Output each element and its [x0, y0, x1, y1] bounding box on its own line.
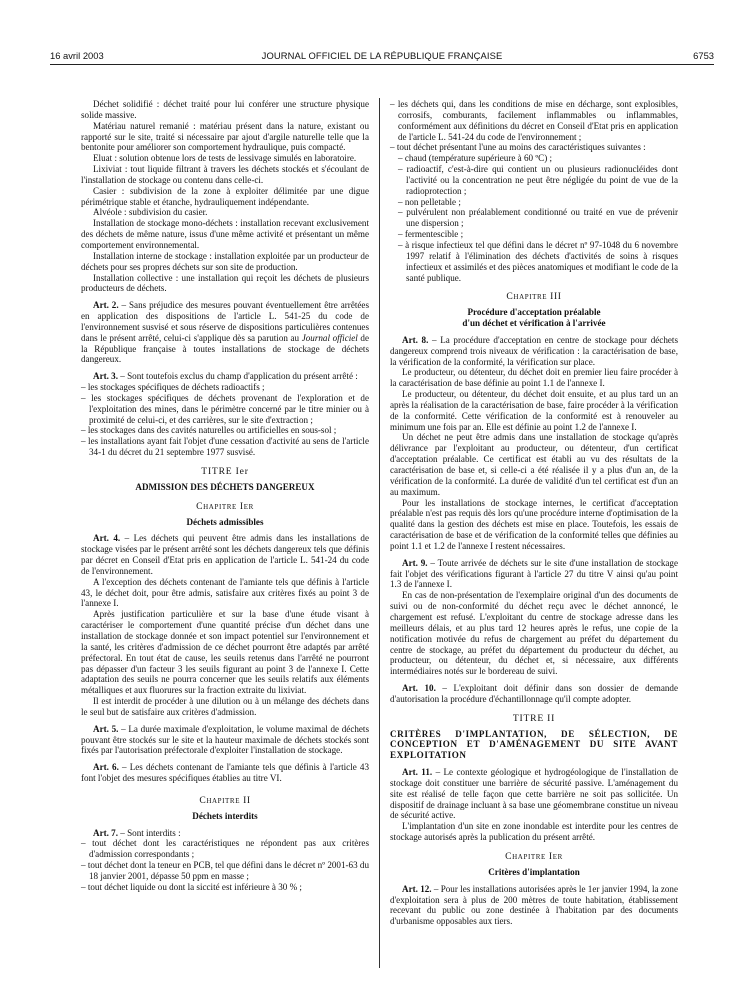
list-subitem: – pulvérulent non préalablement conditionné ou traité en vue de prévenir une dispersion ; — [398, 207, 678, 229]
article-4-text: – Les déchets qui peuvent être admis dans les installations de stockage visées par le présent arrêté sont les déchets dangereux tels que définis par décret en Conseil d'Etat pris en application de l'article L. 541-24 du code de l'environnement. — [81, 533, 370, 576]
titre-1-heading: TITRE Ier — [201, 466, 249, 477]
def-installation-collective: Installation collective : une installation qui reçoit les déchets de plusieurs producteurs de déchets. — [81, 272, 369, 294]
list-subitem: – non pelletable ; — [398, 196, 461, 207]
chapitre-1-name: Déchets admissibles — [186, 516, 264, 527]
article-3 — [81, 371, 369, 382]
list-subitem: – chaud (température supérieure à 60 ºC) ; — [398, 153, 553, 164]
chapitre-2-name: Déchets interdits — [192, 810, 258, 821]
def-lixiviat: Lixiviat : tout liquide filtrant à travers les déchets stockés et s'écoulant de l'installation de stockage ou contenu dans celle-ci. — [81, 164, 369, 185]
article-11-label: Art. 11. — [402, 767, 433, 778]
article-3-label: Art. 3. — [93, 371, 118, 382]
article-8-label: Art. 8. — [402, 334, 429, 345]
article-9 — [390, 558, 678, 591]
article-10-text: – L'exploitant doit définir dans son dossier de demande d'autorisation la procédure d'échantillonnage qu'il compte adopter. — [390, 683, 678, 704]
article-8-para-2: Le producteur, ou détenteur, du déchet doit en premier lieu faire procéder à la caractérisation de base définie au point 1.1 de l'annexe I. — [390, 367, 678, 389]
article-7-text: – Sont interdits : — [118, 827, 181, 838]
chapitre-1-heading: Chapitre Ier — [196, 500, 254, 512]
def-dechet-solidifie: Déchet solidifié : déchet traité pour lui conférer une structure physique solide massive. — [81, 99, 369, 120]
article-12-text: – Pour les installations autorisées après le 1er janvier 1994, la zone d'exploitation sera à plus de 200 mètres de toute habitation, établissement recevant du public ou zone destinée à l'habitation par des documents d'urbanisme opposables aux tiers. — [390, 883, 678, 927]
article-6-text: – Les déchets contenant de l'amiante tels que définis à l'article 43 font l'objet des mesures spécifiques établies au titre VI. — [81, 762, 369, 784]
list-item: – tout déchet dont les caractéristiques ne répondent pas aux critères d'admission correspondants ; — [81, 838, 369, 860]
article-2 — [81, 300, 369, 365]
article-6-label: Art. 6. — [93, 762, 119, 773]
titre-2-heading: TITRE II — [512, 712, 556, 724]
article-8-para-5: Pour les installations de stockage internes, le certificat d'acceptation préalable n'est pas requis dès lors qu'une procédure interne d'optimisation de la qualité dans la gestion des déchets est mise en place. Toutefois, les essais de caractérisation de base et de vérification de la conformité telles que définies au point 1.1 et 1.2 de l'annexe I restent nécessaires. — [390, 497, 678, 551]
article-2-label: Art. 2. — [93, 300, 119, 311]
chapitre-3-name-line-1: Procédure d'acceptation préalable — [467, 307, 601, 318]
list-subitem: – fermentescible ; — [398, 229, 464, 240]
chapitre-3-heading: Chapitre III — [506, 291, 562, 303]
article-6 — [81, 762, 369, 784]
def-installation-interne: Installation interne de stockage : installation exploitée par un producteur de déchets pour ses propres déchets sur son site de production. — [81, 250, 369, 272]
article-4-para-2: A l'exception des déchets contenant de l'amiante tels que définis à l'article 43, le déchet doit, pour être admis, satisfaire aux critères fixés au point 3 de l'annexe I. — [81, 576, 369, 609]
chapitre-3-name-line-2: d'un déchet et vérification à l'arrivée — [462, 318, 606, 329]
def-alveole: Alvéole : subdivision du casier. — [93, 207, 208, 218]
list-item: – les déchets qui, dans les conditions de mise en décharge, sont explosibles, corrosifs, comburants, facilement inflammables ou inflammables, conformément aux définitions du décret en Conseil d'Etat pris en application de l'article L. 541-24 du code de l'environnement ; — [390, 99, 678, 142]
list-item: – les stockages spécifiques de déchets provenant de l'exploration et de l'exploitation des mines, dans le périmètre concerné par le titre minier ou à proximité de celui-ci, et des carrières, sur le site d'extraction ; — [81, 392, 369, 425]
right-column — [390, 99, 678, 927]
article-9-text: – Toute arrivée de déchets sur le site d'une installation de stockage fait l'objet des vérifications figurant à l'article 27 du titre V ainsi qu'au point 1.3 de l'annexe I. — [390, 557, 678, 590]
list-item: – tout déchet dont la teneur en PCB, tel que défini dans le décret nº 2001-63 du 18 janvier 2001, dépasse 50 ppm en masse ; — [81, 860, 369, 881]
article-11 — [390, 767, 678, 821]
article-11-text: – Le contexte géologique et hydrogéologique de l'installation de stockage doit constituer une barrière de sécurité passive. L'aménagement du site est réalisé de telle façon que cette barrière ne soit pas sollicitée. Un dispositif de drainage incluant à sa base une géomembrane constitue un niveau de sécurité active. — [390, 767, 678, 821]
header-journal-title: JOURNAL OFFICIEL DE LA RÉPUBLIQUE FRANÇAISE — [261, 50, 503, 61]
page-header — [50, 50, 714, 64]
def-eluat: Eluat : solution obtenue lors de tests de lessivage simulés en laboratoire. — [93, 153, 357, 164]
article-2-text-a: – Sans préjudice des mesures pouvant éventuellement être arrêtées en application des dispositions de l'article L. 541-25 du code de l'environnement susvisé et sous réserve de dispositions particulières contenues dans le présent arrêté, celui-ci s'applique dès sa parution au — [81, 300, 370, 343]
article-5-text: – La durée maximale d'exploitation, le volume maximal de déchets pouvant être stockés sur le site et la hauteur maximale de déchets stockés sont fixés par l'autorisation préfectorale d'exploiter l'installation de stockage. — [81, 723, 370, 756]
article-7-label: Art. 7. — [93, 827, 118, 838]
article-9-para-2: En cas de non-présentation de l'exemplaire original d'un des documents de suivi ou de non-conformité du déchet reçu avec le déchet annoncé, le chargement est refusé. L'exploitant du centre de stockage adresse dans les meilleurs délais, et au plus tard 12 heures après le refus, une copie de la notification motivée du refus de chargement au préfet du département du centre de stockage, au préfet du département du producteur du déchet, au producteur, ou détenteur, du déchet et, si nécessaire, aux différents intermédiaires notés sur le bordereau de suivi. — [390, 590, 678, 677]
list-subitem: – à risque infectieux tel que défini dans le décret nº 97-1048 du 6 novembre 1997 relatif à l'élimination des déchets d'activités de soins à risques infectieux et assimilés et des pièces anatomiques et modifiant le code de la santé publique. — [398, 239, 678, 283]
titre-2-name: CRITÈRES D'IMPLANTATION, DE SÉLECTION, DE CONCEPTION ET D'AMÉNAGEMENT DU SITE AVANT EXPLOITATION — [390, 728, 678, 761]
article-5 — [81, 724, 369, 757]
chapitre-1b-heading: Chapitre Ier — [505, 851, 563, 862]
list-subitem: – radioactif, c'est-à-dire qui contient un ou plusieurs radionucléides dont l'activité ou la concentration ne peut être négligée du point de vue de la radioprotection ; — [398, 164, 678, 196]
article-3-text: – Sont toutefois exclus du champ d'application du présent arrêté : — [118, 371, 358, 382]
list-item: – tout déchet liquide ou dont la siccité est inférieure à 30 % ; — [81, 881, 302, 892]
article-7 — [81, 828, 369, 839]
article-10 — [390, 683, 678, 705]
article-11-para-2: L'implantation d'un site en zone inondable est interdite pour les centres de stockage autorisés après la publication du présent arrêté. — [390, 821, 678, 843]
article-8-para-3: Le producteur, ou détenteur, du déchet doit ensuite, et au plus tard un an après la réalisation de la caractérisation de base, faire procéder à la vérification de la conformité. Cette vérification de la conformité est à renouveler au minimum une fois par an. Elle est définie au point 1.2 de l'annexe I. — [390, 389, 678, 432]
article-12-label: Art. 12. — [402, 883, 432, 894]
article-8-text: – La procédure d'acceptation en centre de stockage pour déchets dangereux comprend trois niveaux de vérification : la caractérisation de base, la vérification de la conformité, la vérification sur place. — [390, 334, 678, 367]
header-date: 16 avril 2003 — [50, 50, 104, 61]
article-9-label: Art. 9. — [402, 557, 428, 568]
titre-1-name: ADMISSION DES DÉCHETS DANGEREUX — [135, 481, 315, 492]
list-item: – les stockages spécifiques de déchets radioactifs ; — [81, 382, 265, 393]
def-mono-dechets: Installation de stockage mono-déchets : installation recevant exclusivement des déchets de même nature, issus d'une même activité et présentant un même comportement environnemental. — [81, 218, 369, 250]
def-casier: Casier : subdivision de la zone à exploiter délimitée par une digue périmétrique stable et étanche, hydrauliquement indépendante. — [81, 185, 369, 207]
chapitre-2-heading: Chapitre II — [199, 794, 251, 806]
article-8-para-4: Un déchet ne peut être admis dans une installation de stockage qu'après délivrance par l'exploitant au producteur, ou détenteur, d'un certificat d'acceptation préalable. Ce certificat est établi au vu des résultats de la caractérisation de base et, si celle-ci a été réalisée il y a plus d'un an, de la vérification de la conformité. La durée de validité d'un tel certificat est d'un an au maximum. — [390, 432, 678, 497]
article-4-label: Art. 4. — [93, 533, 121, 544]
article-2-text-b: de la République française à toutes installations de stockage de déchets dangereux. — [81, 332, 369, 365]
header-page-number: 6753 — [693, 50, 714, 61]
article-8 — [390, 335, 678, 368]
list-item: – les stockages dans des cavités naturelles ou artificielles en sous-sol ; — [81, 425, 337, 436]
journal-officiel-ref: Journal officiel — [301, 332, 358, 343]
article-10-label: Art. 10. — [402, 683, 436, 694]
article-12 — [390, 884, 678, 927]
chapitre-1b-name: Critères d'implantation — [488, 866, 580, 877]
list-item: – les installations ayant fait l'objet d'une cessation d'activité au sens de l'article 34-1 du décret du 21 septembre 1977 susvisé. — [81, 436, 369, 458]
article-4-para-4: Il est interdit de procéder à une dilution ou à un mélange des déchets dans le seul but de satisfaire aux critères d'admission. — [81, 696, 369, 717]
def-materiau-naturel: Matériau naturel remanié : matériau présent dans la nature, existant ou rapporté sur le site, traité si nécessaire par ajout d'argile naturelle telle que la bentonite pour améliorer son comportement hydraulique, puis compacté. — [81, 120, 369, 153]
column-divider — [379, 98, 380, 968]
list-item: – tout déchet présentant l'une au moins des caractéristiques suivantes : — [390, 142, 646, 153]
article-4-para-3: Après justification particulière et sur la base d'une étude visant à caractériser le comportement d'une quantité précise d'un déchet dans une installation de stockage donnée et son impact potentiel sur l'environnement et la santé, les critères d'admission de ce déchet pourront être adaptés par arrêté préfectoral. En tout état de cause, les seuils retenus dans l'arrêté ne pourront pas dépasser d'un facteur 3 les seuils figurant au point 3 de l'annexe I. Cette adaptation des seuils ne pourra concerner que les seuils relatifs aux éléments métalliques et aux fluorures sur la fraction extraite du lixiviat. — [81, 609, 369, 696]
article-5-label: Art. 5. — [93, 723, 119, 734]
article-4 — [81, 533, 369, 576]
left-column — [81, 99, 369, 893]
header-rule — [50, 64, 714, 65]
